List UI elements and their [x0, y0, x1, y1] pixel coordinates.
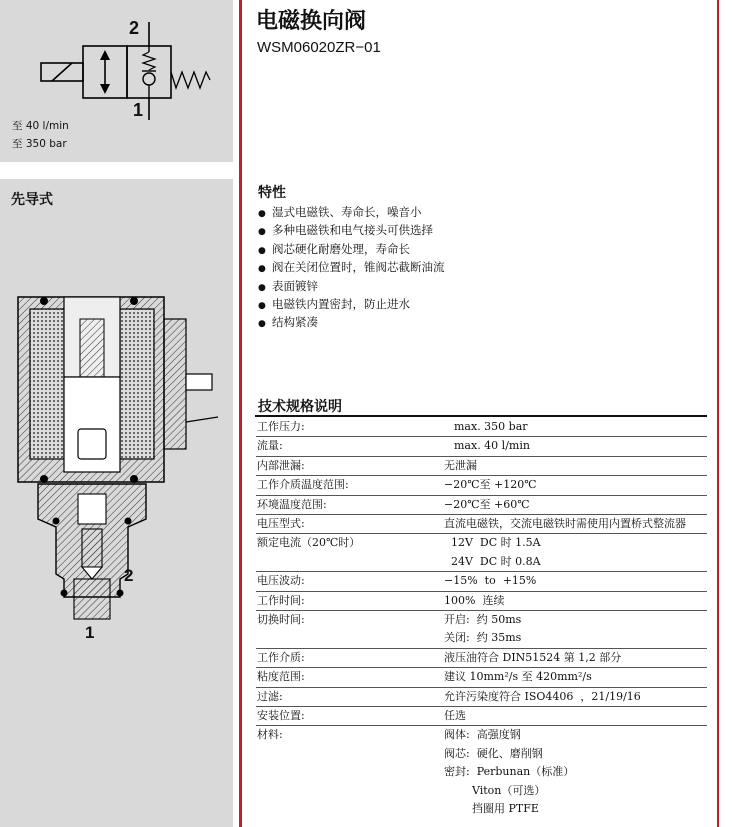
list-item: ● 阀在关闭位置时，锥阀芯截断油流 [258, 260, 445, 275]
section-panel [0, 179, 233, 827]
specs-table [256, 418, 707, 818]
table-row: 工作介质温度范围: −20℃至 +120℃ [256, 476, 707, 495]
specs-rule [255, 415, 707, 417]
table-row: 工作时间: 100% 连续 [256, 591, 707, 610]
table-row: 工作介质: 液压油符合 DIN51524 第 1,2 部分 [256, 648, 707, 667]
table-row: 电压波动: −15% to +15% [256, 572, 707, 591]
hydraulic-symbol [0, 0, 233, 120]
table-row: 切换时间: 开启: 约 50ms 关闭: 约 35ms [256, 611, 707, 649]
section-port-2: 2 [124, 566, 134, 585]
table-row: 额定电流（20℃时） 12V DC 时 1.5A 24V DC 时 0.8A [256, 534, 707, 572]
red-border [717, 0, 719, 827]
features-heading: 特性 [258, 185, 286, 201]
features-list [258, 203, 445, 332]
table-row: 环境温度范围: −20℃至 +60℃ [256, 495, 707, 514]
valve-cross-section [0, 279, 233, 739]
port-1-label: 1 [133, 100, 144, 120]
flow-rating: 至 40 l/min [12, 120, 69, 132]
list-item: ● 阀芯硬化耐磨处理，寿命长 [258, 241, 410, 256]
symbol-panel [0, 0, 233, 162]
table-row: 材料: 阀体: 高强度钢 阀芯: 硬化、磨削钢 密封: Perbunan（标准） Viton（可选） 挡圈用 PTFE [257, 728, 575, 815]
table-row: 流量: max. 40 l/min [256, 437, 707, 456]
page-title: 电磁换向阀 [256, 9, 367, 34]
port-2-label: 2 [129, 18, 140, 38]
list-item: ● 表面镀锌 [258, 278, 318, 293]
list-item: ● 湿式电磁铁、寿命长，噪音小 [258, 205, 422, 219]
table-row: 过滤: 允许污染度符合 ISO4406 ，21/19/16 [256, 687, 707, 706]
red-divider [239, 0, 242, 827]
model-number: WSM06020ZR−01 [257, 39, 381, 56]
list-item: ● 结构紧凑 [258, 315, 318, 330]
table-row: 安装位置: 任选 [256, 707, 707, 726]
table-row: 工作压力: max. 350 bar [256, 418, 707, 437]
section-port-1: 1 [85, 623, 95, 642]
list-item: ● 电磁铁内置密封，防止进水 [258, 296, 410, 311]
specs-heading: 技术规格说明 [258, 399, 342, 415]
table-row: 电压型式: 直流电磁铁，交流电磁铁时需使用内置桥式整流器 [256, 515, 707, 534]
section-label: 先导式 [11, 192, 53, 208]
table-row: 粘度范围: 建议 10mm²/s 至 420mm²/s [256, 668, 707, 687]
list-item: ● 多种电磁铁和电气接头可供选择 [258, 223, 433, 238]
table-row: 内部泄漏: 无泄漏 [256, 456, 707, 475]
pressure-rating: 至 350 bar [12, 138, 67, 150]
